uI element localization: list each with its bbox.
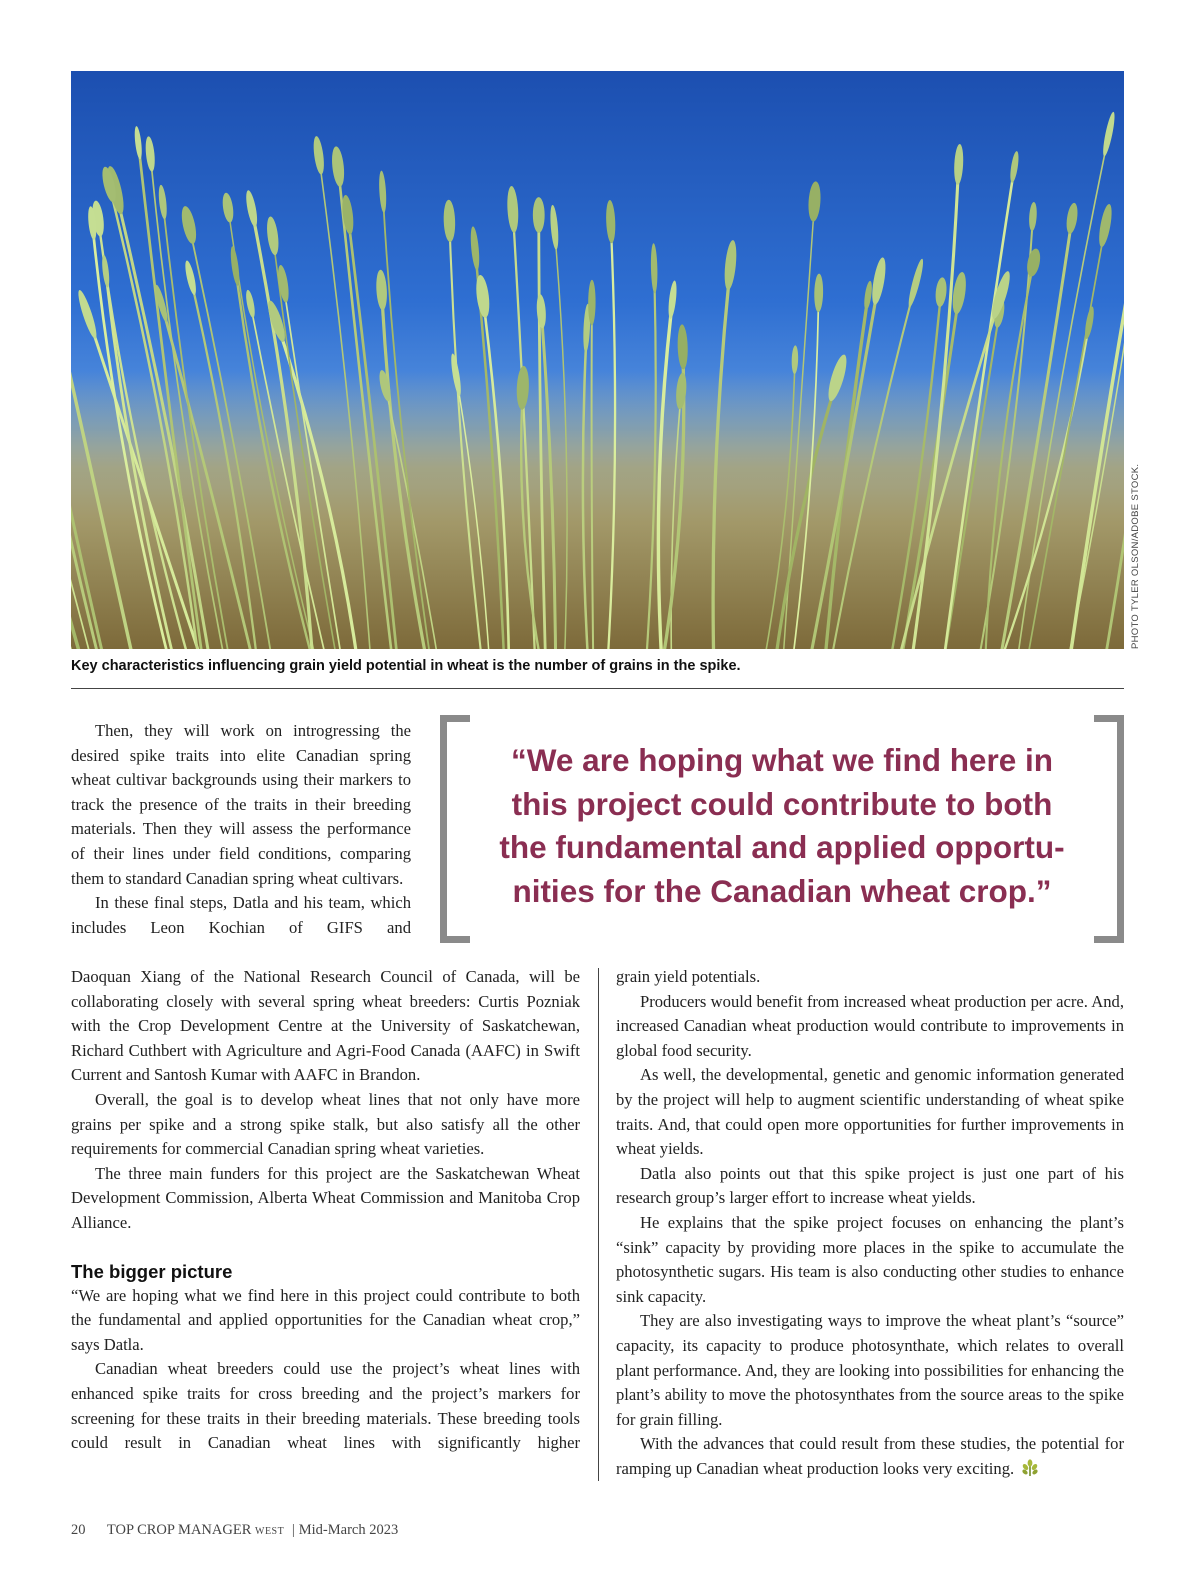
wheat-head bbox=[221, 192, 235, 223]
wheat-head bbox=[157, 185, 168, 220]
wheat-head bbox=[650, 243, 658, 293]
wheat-head bbox=[144, 136, 156, 172]
body-paragraph-continued: Daoquan Xiang of the National Research Council of Canada, will be collaborating closely with several spring wheat breeders: Curtis Pozniak with the Crop Development Centre at the University of Saskatchewan, Richard Cuthbert with Agriculture and Agri-Food Canada (AAFC) in Swift Current and Santosh Kumar with AAFC in Brandon. bbox=[71, 967, 580, 1085]
body-paragraph: Canadian wheat breeders could use the project’s wheat lines with enhanced spike traits for cross breeding and the project’s markers for screening for these traits in their breeding materials. These breeding tools could result in Canadian wheat lines with significantly higher bbox=[71, 1359, 580, 1453]
wheat-head bbox=[469, 226, 481, 271]
body-paragraph: “We are hoping what we find here in this project could contribute to both the fundamental and applied opportunities for the Canadian wheat crop,” says Datla. bbox=[71, 1285, 580, 1354]
wheat-head bbox=[1097, 203, 1114, 248]
body-paragraph-final bbox=[616, 1432, 1124, 1481]
wheat-head bbox=[533, 197, 545, 233]
wheat-head bbox=[330, 146, 346, 188]
wheat-head bbox=[605, 200, 616, 244]
wheat-head bbox=[677, 324, 688, 369]
wheat-head bbox=[265, 299, 288, 343]
wheat-head bbox=[1101, 111, 1117, 157]
wheat-head bbox=[807, 181, 821, 222]
wheat-head bbox=[474, 274, 491, 318]
pull-quote-line: this project could contribute to both bbox=[511, 785, 1053, 822]
body-paragraph: Producers would benefit from increased wheat production per acre. And, increased Canadian wheat production would contribute to improvements in global food security. bbox=[616, 991, 1124, 1060]
wheat-head bbox=[1025, 247, 1042, 277]
wheat-head bbox=[244, 289, 256, 318]
wheat-head bbox=[723, 240, 739, 291]
body-paragraph: In these final steps, Datla and his team, which includes Leon Kochian of GIFS and bbox=[71, 893, 411, 937]
wheat-head bbox=[1028, 202, 1037, 232]
wheat-head bbox=[244, 189, 259, 227]
caption-divider bbox=[71, 688, 1124, 689]
article-column-left bbox=[71, 965, 580, 1456]
wheat-head bbox=[443, 200, 456, 243]
article-column-right bbox=[616, 965, 1124, 1481]
page-number: 20 bbox=[71, 1522, 86, 1538]
wheat-head bbox=[953, 144, 964, 185]
wheat-head bbox=[133, 126, 143, 160]
wheat-head bbox=[1083, 306, 1095, 340]
wheat-head bbox=[1009, 151, 1020, 184]
photo-credit: PHOTO TYLER OLSON/ADOBE STOCK. bbox=[1130, 463, 1141, 649]
wheat-head bbox=[863, 280, 874, 310]
page-footer bbox=[71, 1522, 398, 1539]
wheat-head bbox=[179, 205, 199, 245]
wheat-head bbox=[378, 170, 387, 213]
wheat-head bbox=[75, 289, 99, 340]
body-paragraph: Datla also points out that this spike project is just one part of his research group’s larger effort to increase wheat yields. bbox=[616, 1163, 1124, 1208]
wheat-head bbox=[265, 216, 280, 256]
wheat-head bbox=[814, 274, 824, 313]
wheat-head bbox=[375, 269, 388, 310]
wheat-head bbox=[506, 186, 519, 233]
wheat-head bbox=[870, 257, 889, 306]
wheat-head bbox=[906, 258, 925, 308]
wheat-head bbox=[1065, 202, 1079, 234]
wheat-head bbox=[549, 205, 560, 250]
wheat-head bbox=[791, 345, 798, 374]
hero-photo bbox=[71, 71, 1124, 649]
body-paragraph: The three main funders for this project are the Saskatchewan Wheat Development Commission, Alberta Wheat Commission and Manitoba Crop Alliance. bbox=[71, 1163, 580, 1232]
wheat-head bbox=[667, 280, 678, 319]
wheat-head bbox=[312, 136, 326, 175]
body-paragraph: Overall, the goal is to develop wheat lines that not only have more grains per spike and a strong spike stalk, but also satisfy all the other requirements for commercial Canadian spring wheat varieties. bbox=[71, 1089, 580, 1159]
pull-quote bbox=[440, 715, 1124, 945]
magazine-name: TOP CROP MANAGER bbox=[106, 1522, 252, 1538]
body-paragraph: He explains that the spike project focuses on enhancing the plant’s “sink” capacity by providing more places in the spike to accumulate the photosynthetic sugars. His team is also conducting other studies to enhance sink capacity. bbox=[616, 1212, 1124, 1306]
photo-caption: Key characteristics influencing grain yield potential in wheat is the number of grains in the spike. bbox=[71, 658, 741, 674]
pull-quote-line: nities for the Canadian wheat crop.” bbox=[512, 872, 1052, 909]
body-paragraph: As well, the developmental, genetic and genomic information generated by the project will help to augment scientific understanding of wheat spike traits. And, that could open more opportunities for further improvements in wheat yields. bbox=[616, 1065, 1124, 1159]
body-paragraph: They are also investigating ways to improve the wheat plant’s “source” capacity, its capacity to produce photosynthate, which relates to overall plant performance. And, they are looking into possibilities for enhancing the plant’s ability to move the photosynthates from the source areas to the spike for grain filling. bbox=[616, 1311, 1124, 1429]
body-paragraph-continued: grain yield potentials. bbox=[616, 967, 761, 986]
magazine-edition: WEST bbox=[255, 1526, 285, 1537]
wheat-head bbox=[588, 280, 596, 326]
wheat-head bbox=[101, 255, 111, 288]
final-paragraph-text: With the advances that could result from these studies, the potential for ramping up Canadian wheat production looks very exciting. bbox=[616, 1434, 1124, 1478]
body-paragraph: Then, they will work on introgressing the desired spike traits into elite Canadian spring wheat cultivar backgrounds using their markers to track the presence of the traits in their breeding materials. Then they will assess the performance of their lines under field conditions, comparing them to standard Canadian spring wheat cultivars. bbox=[71, 721, 411, 888]
pull-quote-line: “We are hoping what we find here in bbox=[511, 742, 1053, 778]
wheat-head bbox=[183, 260, 198, 296]
section-heading: The bigger picture bbox=[71, 1260, 233, 1282]
wheat-head bbox=[536, 294, 547, 329]
footer-separator: | bbox=[291, 1522, 295, 1538]
wheat-head bbox=[229, 246, 241, 286]
pull-quote-line: the fundamental and applied opportu- bbox=[499, 829, 1065, 865]
wheat-field-illustration bbox=[71, 71, 1124, 649]
issue-date: Mid-March 2023 bbox=[298, 1522, 399, 1538]
column-divider bbox=[598, 968, 599, 1481]
wheat-head bbox=[934, 277, 947, 307]
article-column-top-left bbox=[71, 719, 411, 940]
wheat-leaf-icon bbox=[1020, 1459, 1040, 1477]
pull-quote-text bbox=[464, 739, 1100, 913]
